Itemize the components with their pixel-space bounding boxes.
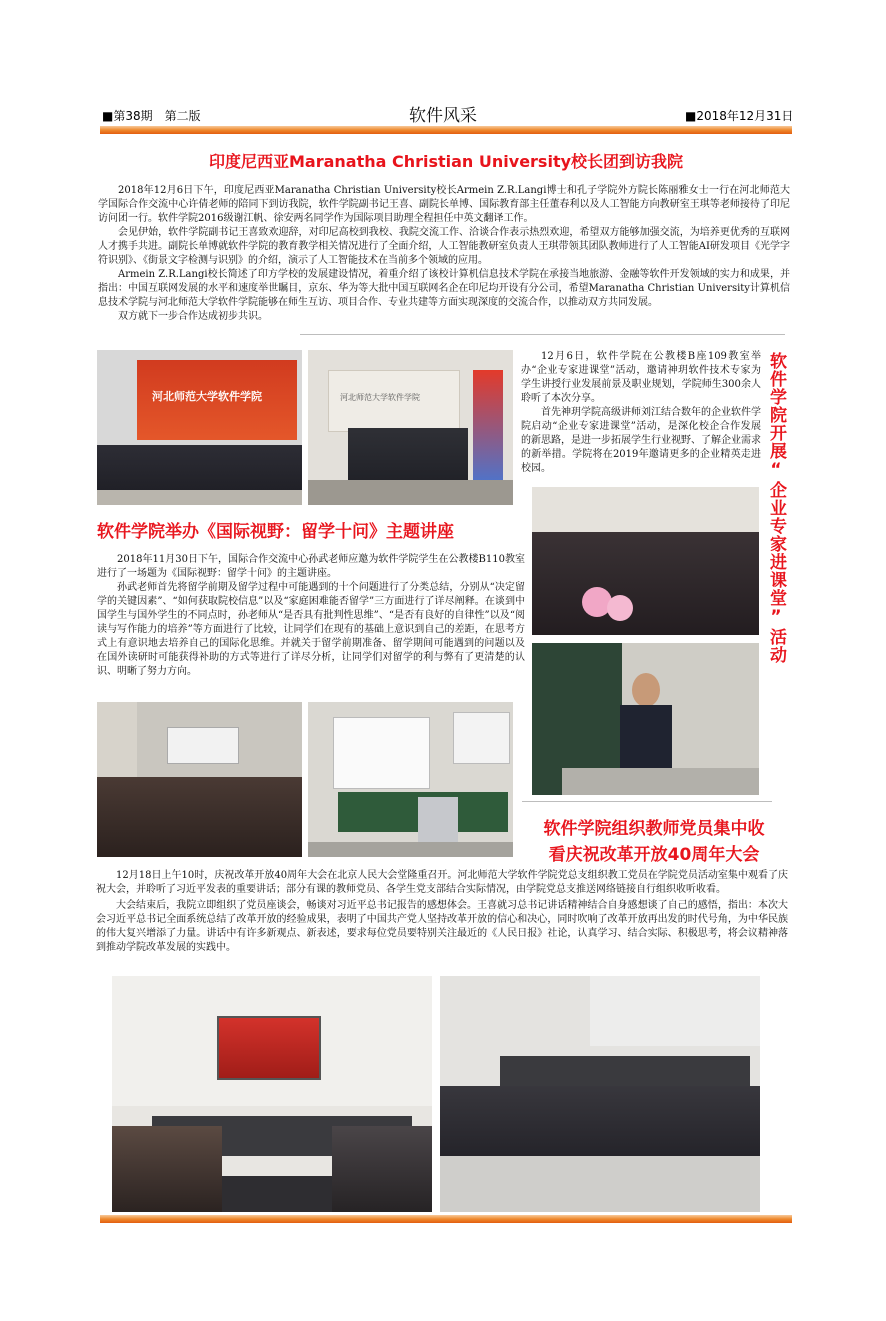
article2-title: 软件学院举办《国际视野：留学十问》主题讲座	[97, 522, 454, 542]
article4-paragraph: 大会结束后，我院立即组织了党员座谈会，畅谈对习近平总书记报告的感想体会。王喜就习总书记讲话精神结合自身感想谈了自己的感悟，指出：本次大会习近平总书记全面系统总结了改革开放的经验成果，表明了中国共产党人坚持改革开放的信心和决心，同时吹响了改革开放再出发的时代号角，为中华民族的伟大复兴增添了力量。讲话中有许多新观点、新表述，要求每位党员要特别关注最近的《人民日报》社论，认真学习、结合实际、积极思考，将会议精神落到推动学院改革发展的实践中。	[96, 900, 788, 953]
footer-bar	[100, 1215, 792, 1223]
article2-body	[97, 553, 525, 679]
article1-paragraph: Armein Z.R.Langi校长简述了印方学校的发展建设情况，着重介绍了该校计算机信息技术学院在承接当地旅游、金融等软件开发领域的实力和成果，并指出：中国互联网发展的水平和速度举世瞩目，京东、华为等大批中国互联网名企在印尼均开设有分公司，希望Maranatha Christian University计算机信息技术学院与河北师范大学软件学院能够在师生互访、项目合作、专业共建等方面实现深度的交流合作，以推动双方共同发展。	[98, 269, 790, 308]
article1-body	[98, 184, 790, 324]
photo-visitors-banner	[97, 350, 302, 505]
article4-title-line1: 软件学院组织教师党员集中收	[543, 819, 765, 839]
photo-classroom-balloons	[532, 487, 759, 635]
article2-paragraph: 孙武老师首先将留学前期及留学过程中可能遇到的十个问题进行了分类总结，分别从“决定留学的关键因素”、“如何获取院校信息”以及“家庭困难能否留学”三方面进行了详尽阐释。在谈到中国学生与国外学生的不同点时，孙老师从“是否具有批判性思维”、“是否有良好的自律性”以及“阅读与写作能力的培养”等方面进行了比较，让同学们在现有的基础上意识到自己的差距，在思考方式上有意识地去培养自己的国际化思维。并就关于留学前期准备、留学期间可能遇到的问题以及在国外读研时可能获得补助的方式等进行了详尽分析，让同学们对留学的利与弊有了更清楚的认识、明晰了努力方向。	[97, 582, 525, 677]
article2-paragraph: 2018年11月30日下午，国际合作交流中心孙武老师应邀为软件学院学生在公教楼B110教室进行了一场题为《国际视野：留学十问》的主题讲座。	[97, 554, 525, 579]
article3-paragraph: 12月6日，软件学院在公教楼B座109教室举办“企业专家进课堂”活动，邀请神玥软件技术专家为学生讲授行业发展前景及职业规划，学院师生300余人聆听了本次分享。	[521, 351, 761, 404]
header-bar	[100, 126, 792, 134]
article1-title: 印度尼西亚Maranatha Christian University校长团到访我院	[208, 152, 684, 171]
article3-title: 软件学院开展“企业专家进课堂”活动	[766, 352, 786, 664]
photo-expert-speaker	[532, 643, 759, 795]
article1-paragraph: 双方就下一步合作达成初步共识。	[118, 311, 268, 322]
photo-lecture-speaker	[308, 702, 513, 857]
article4-body	[96, 869, 788, 955]
article3-body	[521, 350, 761, 476]
date-label: ■2018年12月31日	[685, 109, 794, 123]
article1-paragraph: 2018年12月6日下午，印度尼西亚Maranatha Christian University校长Armein Z.R.Langi博士和孔子学院外方院长陈丽雅女士一行在河北师范大学国际合作交流中心许倩老师的陪同下到访我院，软件学院副书记王喜、副院长单博、国际教育部主任董春利以及人工智能方向教研室王琪等老师接待了印尼访问团一行。软件学院2016级谢江帆、徐安两名同学作为国际项目助理全程担任中英文翻译工作。	[98, 185, 790, 224]
section-title: 软件风采	[409, 106, 477, 126]
divider-line	[300, 334, 785, 335]
photo-visitors-lobby	[308, 350, 513, 505]
photo-lecture-hall	[97, 702, 302, 857]
photo-party-seminar	[440, 976, 760, 1212]
article4-paragraph: 12月18日上午10时，庆祝改革开放40周年大会在北京人民大会堂隆重召开。河北师范大学软件学院党总支组织教工党员在学院党员活动室集中观看了庆祝大会，并聆听了习近平发表的重要讲话；部分有课的教师党员、各学生党支部结合实际情况，由学院党总支推送网络链接自行组织收听收看。	[96, 870, 788, 895]
article3-paragraph: 首先神玥学院高级讲师刘江结合数年的企业软件学院启动“企业专家进课堂”活动，是深化校企合作发展的新思路，是进一步拓展学生行业视野、了解企业需求的新举措。学院将在2019年邀请更多的企业精英走进校园。	[521, 407, 761, 474]
photo-party-meeting-screen	[112, 976, 432, 1212]
banner-text: 河北师范大学软件学院	[152, 390, 262, 403]
divider-line	[522, 801, 772, 802]
issue-label: ■第38期 第二版	[102, 109, 201, 123]
article4-title-line2: 看庆祝改革开放40周年大会	[548, 845, 760, 865]
backdrop-text: 河北师范大学软件学院	[340, 393, 420, 402]
article1-paragraph: 会见伊始，软件学院副书记王喜致欢迎辞，对印尼高校到我校、我院交流工作、洽谈合作表示热烈欢迎，希望双方能够加强交流，为培养更优秀的互联网人才携手共进。副院长单博就软件学院的教育教学相关情况进行了全面介绍，人工智能教研室负责人王琪带领其团队教师进行了人工智能AI研发项目《光学字符识别》、《街景文字检测与识别》的介绍，演示了人工智能技术在当前多个领域的应用。	[98, 227, 790, 266]
